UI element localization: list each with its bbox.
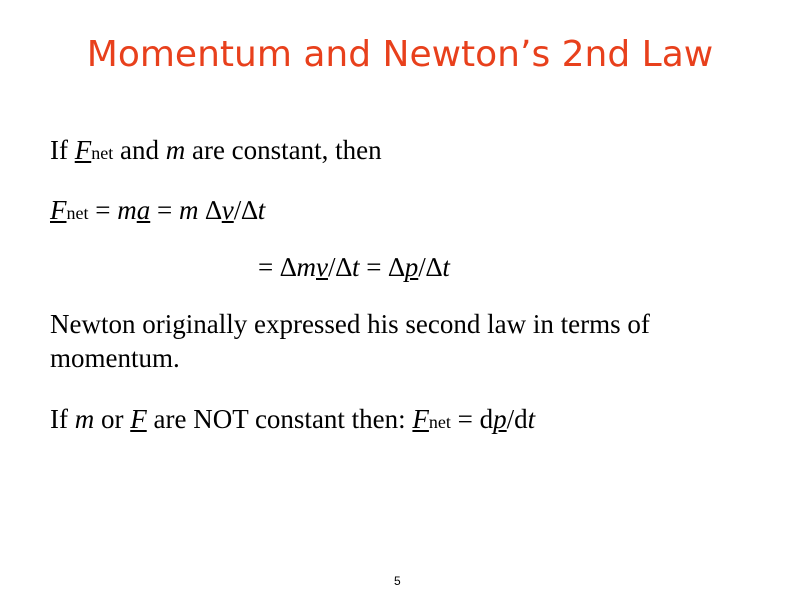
slide-title: Momentum and Newton’s 2nd Law (86, 34, 714, 75)
symbol-t: t (442, 252, 450, 282)
slash-delta: /∆ (327, 252, 353, 282)
equals: = (88, 195, 118, 225)
symbol-v: v (316, 252, 328, 282)
symbol-p: p (493, 404, 507, 434)
subscript-net: net (91, 143, 114, 163)
symbol-m: m (296, 252, 316, 282)
slash-delta: /∆ (418, 252, 443, 282)
symbol-t: t (257, 195, 266, 225)
subscript-net: net (428, 412, 451, 432)
slash-delta: /∆ (233, 195, 258, 225)
text-and: and (113, 135, 166, 165)
equation-force (50, 193, 265, 230)
text-or: or (94, 404, 131, 434)
text-if: If (50, 404, 75, 434)
symbol-a: a (136, 195, 151, 225)
symbol-t: t (527, 404, 536, 434)
equals-delta: = ∆ (359, 252, 405, 282)
statement-constant (50, 133, 382, 170)
symbol-m: m (117, 195, 137, 225)
symbol-p: p (404, 252, 419, 282)
symbol-m: m (165, 135, 186, 165)
symbol-F: F (412, 404, 429, 434)
equals-d: = d (450, 404, 494, 434)
slash-d: /d (506, 404, 528, 434)
symbol-F: F (130, 404, 147, 434)
page-number: 5 (394, 574, 401, 588)
text-mid: are NOT constant then: (146, 404, 413, 434)
symbol-t: t (352, 252, 360, 282)
text-if: If (50, 135, 75, 165)
symbol-v: v (221, 195, 234, 225)
paragraph-newton: Newton originally expressed his second law in terms of momentum. (50, 309, 650, 373)
symbol-F: F (74, 135, 92, 165)
statement-not-constant (50, 402, 535, 439)
equation-momentum (258, 250, 450, 284)
text-rest: are constant, then (185, 135, 382, 165)
equals-delta: = ∆ (258, 252, 297, 282)
subscript-net: net (66, 203, 89, 223)
symbol-m: m (178, 195, 199, 225)
equals: = (150, 195, 179, 225)
symbol-m: m (74, 404, 95, 434)
delta: ∆ (198, 195, 222, 225)
symbol-F: F (50, 195, 67, 225)
